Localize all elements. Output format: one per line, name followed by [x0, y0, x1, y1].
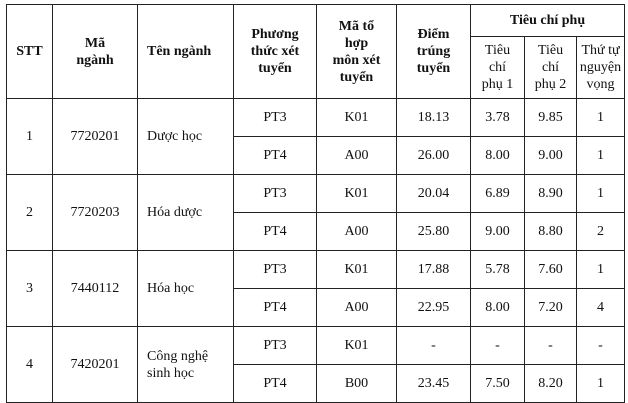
header-secondary-criteria: Tiêu chí phụ	[471, 5, 625, 37]
preference-order-cell: 1	[577, 365, 625, 403]
major-code-cell: 7440112	[53, 251, 138, 327]
preference-order-cell: 1	[577, 175, 625, 213]
score-cell: 23.45	[397, 365, 471, 403]
method-cell: PT4	[234, 289, 317, 327]
criterion-2-cell: -	[525, 327, 577, 365]
header-subject-combination: Mã tổ hợp môn xét tuyển	[317, 5, 397, 99]
criterion-1-cell: 3.78	[471, 99, 525, 137]
header-row-1	[7, 5, 625, 37]
method-cell: PT4	[234, 365, 317, 403]
header-major-name: Tên ngành	[138, 5, 234, 99]
criterion-2-cell: 8.20	[525, 365, 577, 403]
stt-cell: 3	[7, 251, 53, 327]
major-code-cell: 7720203	[53, 175, 138, 251]
header-criterion-2: Tiêu chí phụ 2	[525, 37, 577, 99]
admission-scores-table	[6, 4, 625, 403]
preference-order-cell: -	[577, 327, 625, 365]
criterion-1-cell: 6.89	[471, 175, 525, 213]
criterion-2-cell: 8.80	[525, 213, 577, 251]
major-code-cell: 7720201	[53, 99, 138, 175]
preference-order-cell: 1	[577, 99, 625, 137]
criterion-2-cell: 7.60	[525, 251, 577, 289]
criterion-2-cell: 9.00	[525, 137, 577, 175]
stt-cell: 2	[7, 175, 53, 251]
score-cell: 22.95	[397, 289, 471, 327]
preference-order-cell: 2	[577, 213, 625, 251]
header-cutoff-score: Điểm trúng tuyển	[397, 5, 471, 99]
criterion-1-cell: 7.50	[471, 365, 525, 403]
table-row	[7, 99, 625, 137]
method-cell: PT3	[234, 327, 317, 365]
score-cell: 17.88	[397, 251, 471, 289]
score-cell: 20.04	[397, 175, 471, 213]
stt-cell: 4	[7, 327, 53, 403]
table-row	[7, 175, 625, 213]
score-cell: 18.13	[397, 99, 471, 137]
preference-order-cell: 1	[577, 251, 625, 289]
method-cell: PT3	[234, 99, 317, 137]
method-cell: PT3	[234, 175, 317, 213]
combo-cell: K01	[317, 99, 397, 137]
major-name-cell: Công nghệ sinh học	[138, 327, 234, 403]
score-cell: -	[397, 327, 471, 365]
header-admission-method: Phương thức xét tuyển	[234, 5, 317, 99]
criterion-1-cell: 8.00	[471, 289, 525, 327]
criterion-2-cell: 7.20	[525, 289, 577, 327]
criterion-1-cell: 5.78	[471, 251, 525, 289]
combo-cell: A00	[317, 289, 397, 327]
combo-cell: B00	[317, 365, 397, 403]
major-code-cell: 7420201	[53, 327, 138, 403]
combo-cell: K01	[317, 175, 397, 213]
preference-order-cell: 1	[577, 137, 625, 175]
method-cell: PT3	[234, 251, 317, 289]
header-criterion-1: Tiêu chí phụ 1	[471, 37, 525, 99]
major-name-cell: Hóa dược	[138, 175, 234, 251]
stt-cell: 1	[7, 99, 53, 175]
score-cell: 26.00	[397, 137, 471, 175]
combo-cell: K01	[317, 251, 397, 289]
criterion-1-cell: 9.00	[471, 213, 525, 251]
method-cell: PT4	[234, 213, 317, 251]
header-preference-order: Thứ tự nguyện vọng	[577, 37, 625, 99]
preference-order-cell: 4	[577, 289, 625, 327]
combo-cell: A00	[317, 137, 397, 175]
criterion-2-cell: 8.90	[525, 175, 577, 213]
combo-cell: A00	[317, 213, 397, 251]
table-row	[7, 327, 625, 365]
header-major-code: Mã ngành	[53, 5, 138, 99]
criterion-2-cell: 9.85	[525, 99, 577, 137]
method-cell: PT4	[234, 137, 317, 175]
criterion-1-cell: -	[471, 327, 525, 365]
header-stt: STT	[7, 5, 53, 99]
table-row	[7, 251, 625, 289]
admission-table-container	[6, 4, 624, 400]
combo-cell: K01	[317, 327, 397, 365]
major-name-cell: Hóa học	[138, 251, 234, 327]
score-cell: 25.80	[397, 213, 471, 251]
major-name-cell: Dược học	[138, 99, 234, 175]
criterion-1-cell: 8.00	[471, 137, 525, 175]
